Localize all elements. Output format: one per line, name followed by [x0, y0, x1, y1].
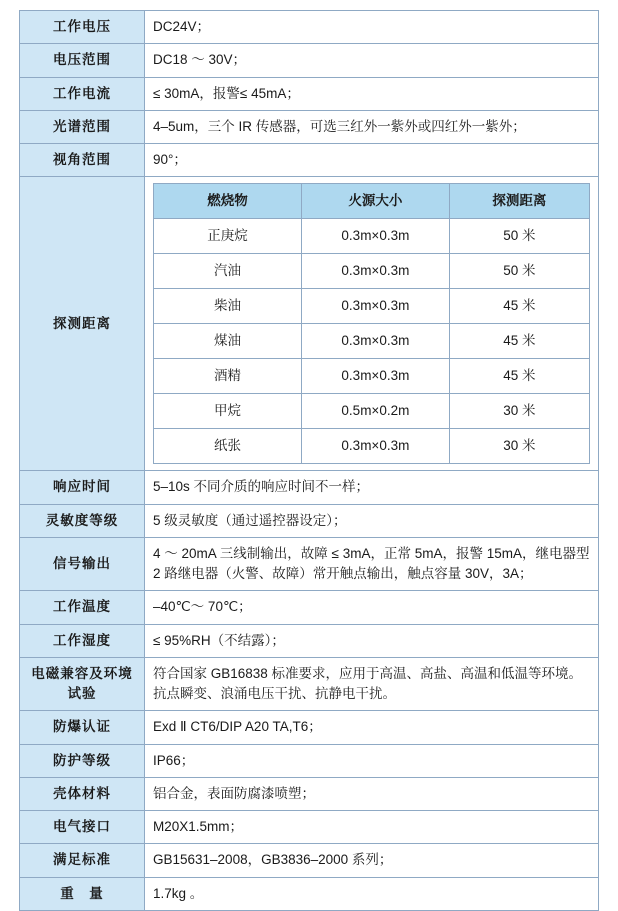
table-row — [20, 811, 599, 844]
cell-distance: 45 米 — [449, 324, 589, 359]
cell-distance: 30 米 — [449, 394, 589, 429]
table-row — [20, 624, 599, 657]
table-row — [20, 657, 599, 711]
table-row — [20, 537, 599, 591]
row-value: 5–10s 不同介质的响应时间不一样； — [145, 471, 599, 504]
row-label: 探测距离 — [20, 177, 145, 471]
row-value: 4 ～ 20mA 三线制输出，故障 ≤ 3mA，正常 5mA，报警 15mA，继电器型 2 路继电器（火警、故障）常开触点输出，触点容量 30V，3A； — [145, 537, 599, 591]
row-label: 光谱范围 — [20, 110, 145, 143]
row-label: 满足标准 — [20, 844, 145, 877]
row-label: 响应时间 — [20, 471, 145, 504]
cell-material: 甲烷 — [154, 394, 302, 429]
row-label: 电压范围 — [20, 44, 145, 77]
row-value: DC24V； — [145, 11, 599, 44]
cell-distance: 45 米 — [449, 359, 589, 394]
row-value: IP66； — [145, 744, 599, 777]
cell-material: 汽油 — [154, 254, 302, 289]
row-label: 工作湿度 — [20, 624, 145, 657]
table-row — [20, 777, 599, 810]
column-header-distance: 探测距离 — [449, 184, 589, 219]
detection-distance-subtable-cell — [145, 177, 599, 471]
column-header-material: 燃烧物 — [154, 184, 302, 219]
table-row — [20, 504, 599, 537]
row-value: –40℃～ 70℃； — [145, 591, 599, 624]
row-value: 4–5um，三个 IR 传感器，可选三红外一紫外或四红外一紫外； — [145, 110, 599, 143]
table-header-row — [154, 184, 590, 219]
row-label: 壳体材料 — [20, 777, 145, 810]
row-label: 防护等级 — [20, 744, 145, 777]
cell-distance: 50 米 — [449, 219, 589, 254]
row-label: 灵敏度等级 — [20, 504, 145, 537]
row-label: 电磁兼容及环境试验 — [20, 657, 145, 711]
cell-material: 纸张 — [154, 429, 302, 464]
table-row — [20, 77, 599, 110]
table-row — [20, 110, 599, 143]
cell-fire-size: 0.3m×0.3m — [301, 289, 449, 324]
cell-fire-size: 0.3m×0.3m — [301, 429, 449, 464]
table-row — [20, 744, 599, 777]
table-row — [154, 359, 590, 394]
column-header-fire-size: 火源大小 — [301, 184, 449, 219]
table-row — [154, 394, 590, 429]
table-row — [20, 711, 599, 744]
table-row — [20, 844, 599, 877]
row-value: 铝合金，表面防腐漆喷塑； — [145, 777, 599, 810]
row-label: 工作温度 — [20, 591, 145, 624]
table-row — [154, 289, 590, 324]
row-value: 1.7kg 。 — [145, 877, 599, 910]
row-value: GB15631–2008，GB3836–2000 系列； — [145, 844, 599, 877]
table-row — [154, 429, 590, 464]
row-value: 符合国家 GB16838 标准要求，应用于高温、高盐、高温和低温等环境。抗点瞬变、浪涌电压干扰、抗静电干扰。 — [145, 657, 599, 711]
cell-fire-size: 0.3m×0.3m — [301, 324, 449, 359]
cell-distance: 50 米 — [449, 254, 589, 289]
row-label: 工作电流 — [20, 77, 145, 110]
cell-material: 正庚烷 — [154, 219, 302, 254]
row-value: ≤ 95%RH（不结露）； — [145, 624, 599, 657]
cell-distance: 45 米 — [449, 289, 589, 324]
cell-material: 柴油 — [154, 289, 302, 324]
table-row-detection-distance — [20, 177, 599, 471]
row-value: Exd Ⅱ CT6/DIP A20 TA,T6； — [145, 711, 599, 744]
table-row — [154, 254, 590, 289]
row-value: ≤ 30mA，报警≤ 45mA； — [145, 77, 599, 110]
row-label: 视角范围 — [20, 144, 145, 177]
cell-fire-size: 0.3m×0.3m — [301, 219, 449, 254]
row-value: DC18 ～ 30V； — [145, 44, 599, 77]
row-value: 90°； — [145, 144, 599, 177]
row-value: M20X1.5mm； — [145, 811, 599, 844]
row-label: 信号输出 — [20, 537, 145, 591]
row-value: 5 级灵敏度（通过遥控器设定）； — [145, 504, 599, 537]
row-label: 防爆认证 — [20, 711, 145, 744]
cell-material: 煤油 — [154, 324, 302, 359]
table-row — [154, 324, 590, 359]
table-row — [20, 44, 599, 77]
row-label: 工作电压 — [20, 11, 145, 44]
table-row — [20, 144, 599, 177]
cell-fire-size: 0.3m×0.3m — [301, 254, 449, 289]
cell-fire-size: 0.5m×0.2m — [301, 394, 449, 429]
table-row — [20, 11, 599, 44]
detection-distance-table — [153, 183, 590, 464]
row-label: 电气接口 — [20, 811, 145, 844]
specification-table — [19, 10, 599, 911]
table-row — [154, 219, 590, 254]
row-label: 重 量 — [20, 877, 145, 910]
table-row — [20, 591, 599, 624]
table-row — [20, 877, 599, 910]
cell-fire-size: 0.3m×0.3m — [301, 359, 449, 394]
table-row — [20, 471, 599, 504]
cell-distance: 30 米 — [449, 429, 589, 464]
cell-material: 酒精 — [154, 359, 302, 394]
